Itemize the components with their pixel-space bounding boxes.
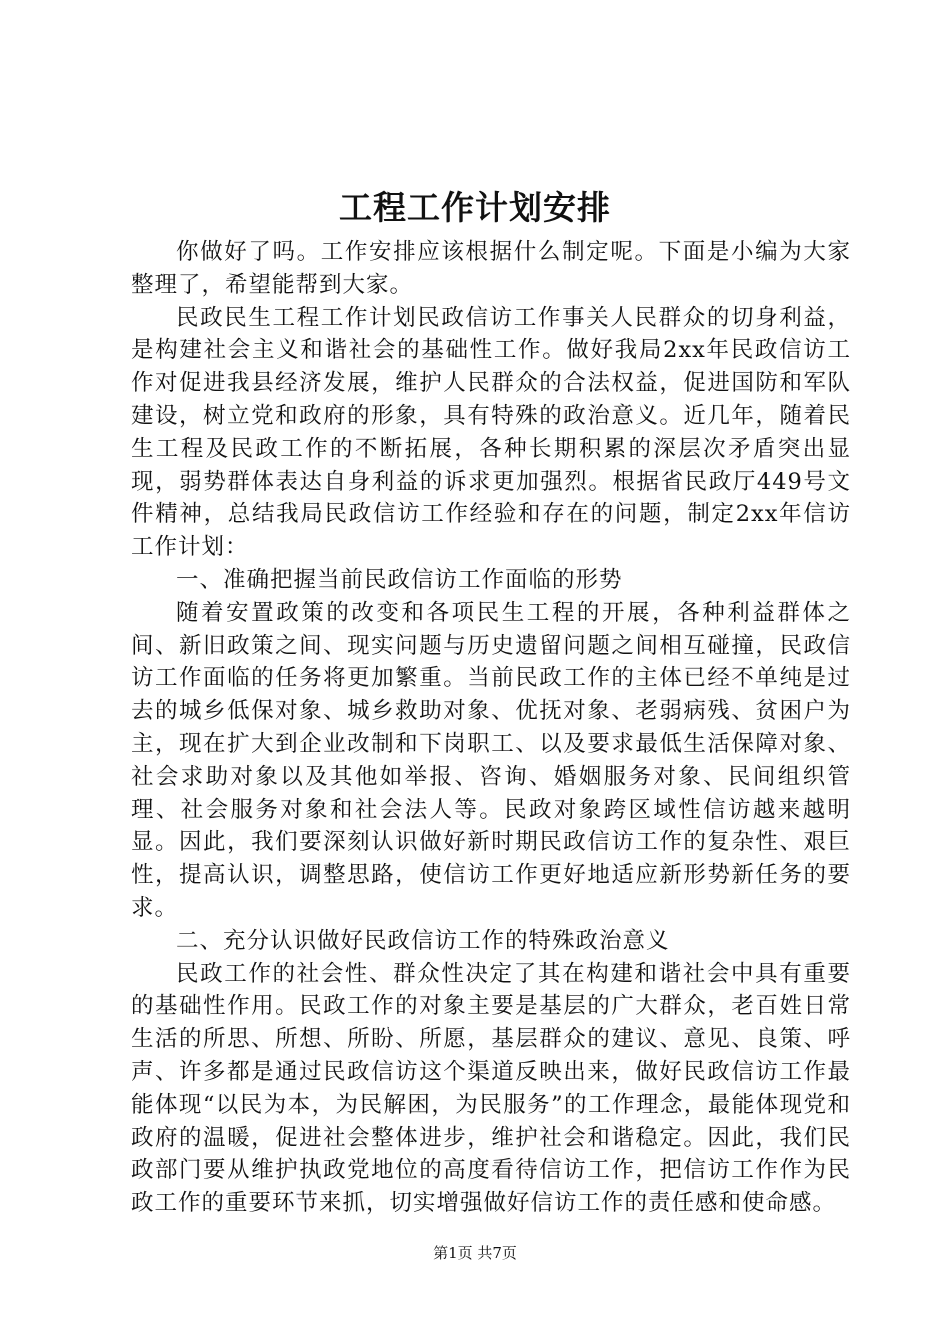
- document-body: [131, 236, 851, 1220]
- section-heading-2: 二、充分认识做好民政信访工作的特殊政治意义: [176, 927, 670, 954]
- body-paragraph: 民政民生工程工作计划民政信访工作事关人民群众的切身利益，是构建社会主义和谐社会的基础性工作。做好我局2xx年民政信访工作对促进我县经济发展，维护人民群众的合法权益，促进国防和军队建设，树立党和政府的形象，具有特殊的政治意义。近几年，随着民生工程及民政工作的不断拓展，各种长期积累的深层次矛盾突出显现，弱势群体表达自身利益的诉求更加强烈。根据省民政厅449号文件精神，总结我局民政信访工作经验和存在的问题，制定2xx年信访工作计划：: [131, 304, 851, 561]
- body-paragraph: 民政工作的社会性、群众性决定了其在构建和谐社会中具有重要的基础性作用。民政工作的对象主要是基层的广大群众，老百姓日常生活的所思、所想、所盼、所愿，基层群众的建议、意见、良策、呼声、许多都是通过民政信访这个渠道反映出来，做好民政信访工作最能体现“以民为本，为民解困，为民服务”的工作理念，最能体现党和政府的温暖，促进社会整体进步，维护社会和谐稳定。因此，我们民政部门要从维护执政党地位的高度看待信访工作，把信访工作作为民政工作的重要环节来抓，切实增强做好信访工作的责任感和使命感。: [131, 960, 851, 1217]
- section-heading-1: 一、准确把握当前民政信访工作面临的形势: [176, 566, 623, 593]
- document-title: 工程工作计划安排: [339, 188, 611, 227]
- intro-paragraph: 你做好了吗。工作安排应该根据什么制定呢。下面是小编为大家整理了，希望能帮到大家。: [131, 239, 851, 298]
- body-paragraph: 随着安置政策的改变和各项民生工程的开展，各种利益群体之间、新旧政策之间、现实问题与历史遗留问题之间相互碰撞，民政信访工作面临的任务将更加繁重。当前民政工作的主体已经不单纯是过去的城乡低保对象、城乡救助对象、优抚对象、老弱病残、贫困户为主，现在扩大到企业改制和下岗职工、以及要求最低生活保障对象、社会求助对象以及其他如举报、咨询、婚姻服务对象、民间组织管理、社会服务对象和社会法人等。民政对象跨区域性信访越来越明显。因此，我们要深刻认识做好新时期民政信访工作的复杂性、艰巨性，提高认识，调整思路，使信访工作更好地适应新形势新任务的要求。: [131, 599, 851, 921]
- page-footer: 第1页 共7页: [433, 1244, 517, 1262]
